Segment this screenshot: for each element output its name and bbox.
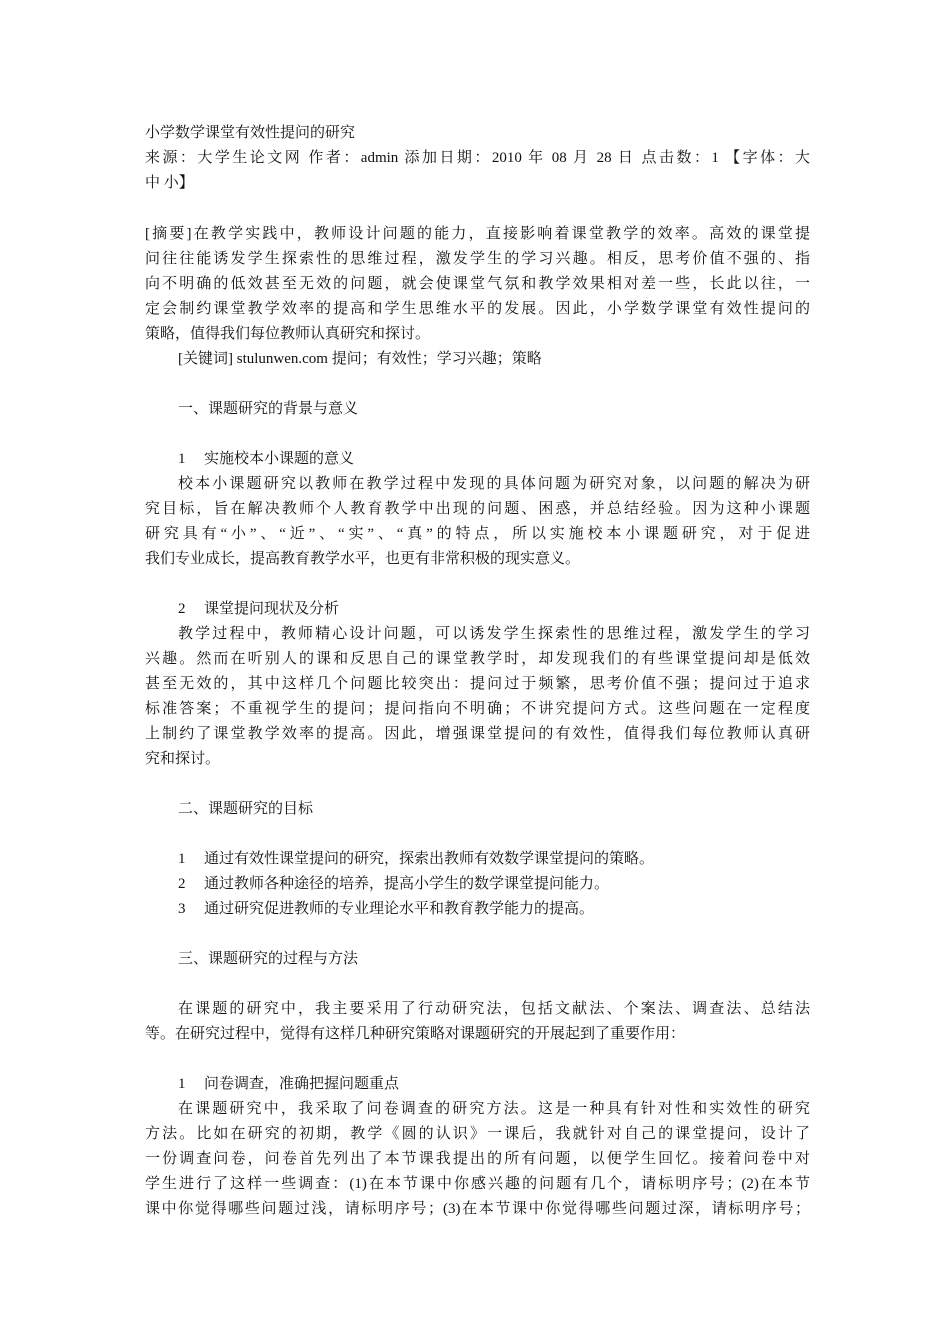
paragraph-line: 我们专业成长，提高教育教学水平，也更有非常积极的现实意义。 — [145, 551, 581, 567]
paragraph-line: 教学过程中，教师精心设计问题，可以诱发学生探索性的思维过程，激发学生的学习 — [178, 626, 810, 642]
paragraph-line: 上制约了课堂教学效率的提高。因此，增强课堂提问的有效性，值得我们每位教师认真研 — [145, 726, 810, 742]
abstract-line: 定会制约课堂教学效率的提高和学生思维水平的发展。因此，小学数学课堂有效性提问的 — [145, 301, 810, 317]
paragraph-line: 校本小课题研究以教师在教学过程中发现的具体问题为研究对象，以问题的解决为研 — [178, 476, 810, 492]
paragraph-line: 甚至无效的，其中这样几个问题比较突出：提问过于频繁，思考价值不强；提问过于追求 — [145, 676, 810, 692]
subsection-heading-1-1 — [178, 447, 810, 472]
paragraph-line: 方法。比如在研究的初期，教学《圆的认识》一课后，我就针对自己的课堂提问，设计了 — [145, 1126, 810, 1142]
subsection-number: 1 — [178, 1076, 186, 1092]
abstract-line: 策略，值得我们每位教师认真研究和探讨。 — [145, 326, 431, 342]
subsection-title: 问卷调查，准确把握问题重点 — [204, 1076, 400, 1092]
goal-number: 1 — [178, 851, 186, 867]
section-heading-2: 二、课题研究的目标 — [178, 801, 314, 817]
abstract-line: 问往往能诱发学生探索性的思维过程，激发学生的学习兴趣。相反，思考价值不强的、指 — [145, 251, 810, 267]
paragraph-line: 研究具有“小”、“近”、“实”、“真”的特点，所以实施校本小课题研究，对于促进 — [145, 526, 810, 542]
goal-text: 通过有效性课堂提问的研究，探索出教师有效数学课堂提问的策略。 — [204, 851, 655, 867]
subsection-heading-1-2 — [178, 597, 810, 622]
goal-item — [178, 897, 810, 922]
subsection-title: 实施校本小课题的意义 — [204, 451, 355, 467]
subsection-title: 课堂提问现状及分析 — [204, 601, 340, 617]
subsection-heading-3-1 — [178, 1072, 810, 1097]
goal-text: 通过教师各种途径的培养，提高小学生的数学课堂提问能力。 — [204, 876, 610, 892]
paragraph-line: 等。在研究过程中，觉得有这样几种研究策略对课题研究的开展起到了重要作用： — [145, 1026, 686, 1042]
doc-meta-line-2: 中 小】 — [145, 175, 194, 191]
subsection-number: 2 — [178, 601, 186, 617]
abstract-line: 向不明确的低效甚至无效的问题，就会使课堂气氛和教学效果相对差一些，长此以往，一 — [145, 276, 810, 292]
paragraph-line: 课中你觉得哪些问题过浅，请标明序号；(3)在本节课中你觉得哪些问题过深，请标明序号； — [145, 1201, 810, 1217]
paragraph-line: 兴趣。然而在听别人的课和反思自己的课堂教学时，却发现我们的有些课堂提问却是低效 — [145, 651, 810, 667]
paragraph-line: 学生进行了这样一些调查：(1)在本节课中你感兴趣的问题有几个，请标明序号；(2)在本节 — [145, 1176, 810, 1192]
keywords-line: [关键词] stulunwen.com 提问；有效性；学习兴趣；策略 — [178, 351, 542, 367]
goal-text: 通过研究促进教师的专业理论水平和教育教学能力的提高。 — [204, 901, 595, 917]
doc-meta-line-1: 来源：大学生论文网 作者：admin 添加日期：2010 年 08 月 28 日 点击数：1 【字体：大 — [145, 150, 810, 166]
subsection-number: 1 — [178, 451, 186, 467]
goal-number: 2 — [178, 876, 186, 892]
paragraph-line: 在课题研究中，我采取了问卷调查的研究方法。这是一种具有针对性和实效性的研究 — [178, 1101, 810, 1117]
paragraph-line: 究和探讨。 — [145, 751, 221, 767]
section-heading-1: 一、课题研究的背景与意义 — [178, 401, 359, 417]
doc-title: 小学数学课堂有效性提问的研究 — [145, 125, 356, 141]
goal-item — [178, 872, 810, 897]
paragraph-line: 一份调查问卷，问卷首先列出了本节课我提出的所有问题，以便学生回忆。接着问卷中对 — [145, 1151, 810, 1167]
goal-number: 3 — [178, 901, 186, 917]
paragraph-line: 在课题的研究中，我主要采用了行动研究法，包括文献法、个案法、调查法、总结法 — [178, 1001, 810, 1017]
section-heading-3: 三、课题研究的过程与方法 — [178, 951, 359, 967]
abstract-line: [摘要]在教学实践中，教师设计问题的能力，直接影响着课堂教学的效率。高效的课堂提 — [145, 226, 810, 242]
goal-item — [178, 847, 810, 872]
paragraph-line: 究目标，旨在解决教师个人教育教学中出现的问题、困惑，并总结经验。因为这种小课题 — [145, 501, 810, 517]
paragraph-line: 标准答案；不重视学生的提问；提问指向不明确；不讲究提问方式。这些问题在一定程度 — [145, 701, 810, 717]
